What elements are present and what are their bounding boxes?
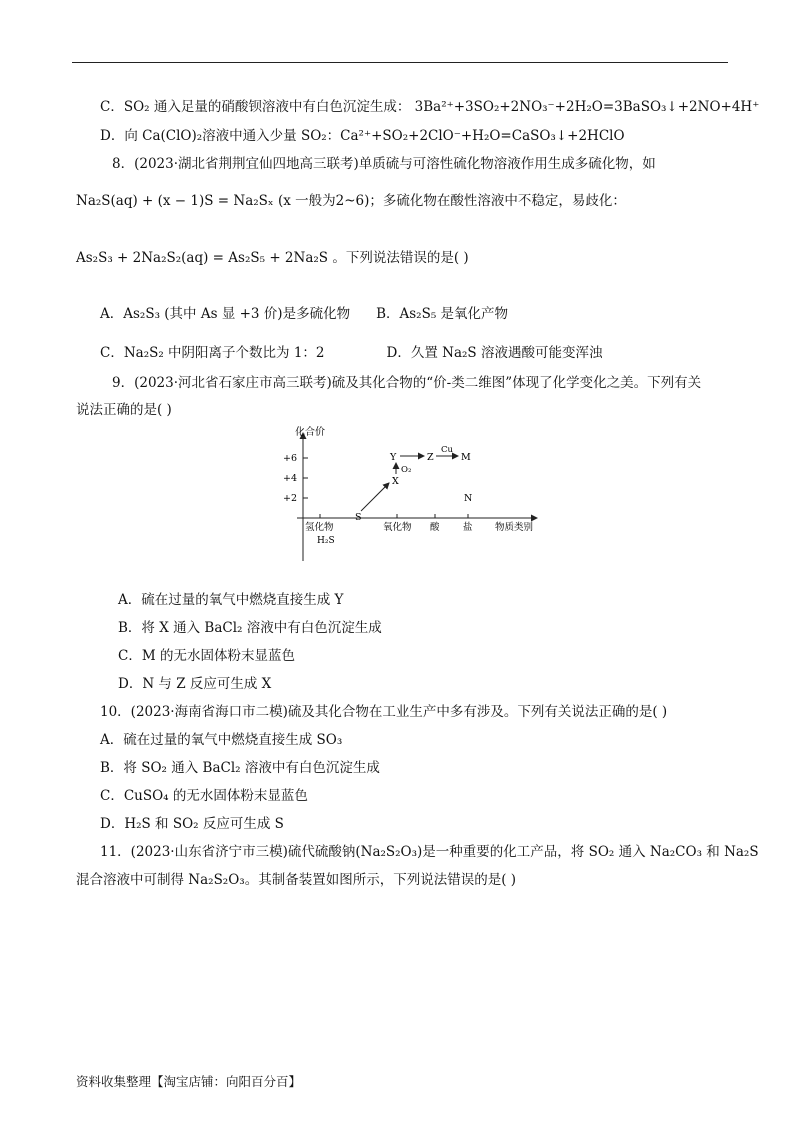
cu-label: Cu [441, 445, 453, 455]
question-9-stem-1: 9．(2023·河北省石家庄市高三联考)硫及其化合物的“价-类二维图”体现了化学变化之美。下列有关 [112, 375, 702, 391]
question-9-option-b: B．将 X 通入 BaCl₂ 溶液中有白色沉淀生成 [118, 620, 382, 636]
question-8-equation-1: Na₂S(aq) + (x − 1)S = Na₂Sₓ (x 一般为2~6)；多硫化物在酸性溶液中不稳定，易歧化： [76, 193, 626, 209]
question-8-option-d: D．久置 Na₂S 溶液遇酸可能变浑浊 [386, 345, 603, 361]
y-tick-plus4: +4 [283, 473, 298, 484]
question-8-stem: 8．(2023·湖北省荆荆宜仙四地高三联考)单质硫与可溶性硫化物溶液作用生成多硫化物，如 [112, 156, 656, 172]
question-9-option-d: D．N 与 Z 反应可生成 X [118, 676, 272, 692]
question-8-options-cd [100, 344, 602, 362]
question-9-stem-2: 说法正确的是( ) [76, 402, 172, 418]
x-category-salt: 盐 [463, 522, 473, 533]
x-category-hydride: 氢化物 [305, 522, 334, 533]
y-tick-plus6: +6 [283, 453, 298, 464]
x-axis-label: 物质类别 [495, 522, 534, 533]
question-10-option-b: B．将 SO₂ 通入 BaCl₂ 溶液中有白色沉淀生成 [100, 760, 380, 776]
y-axis-label: 化合价 [295, 427, 325, 438]
question-8-option-a: A．As₂S₃ (其中 As 显 +3 价)是多硫化物 [100, 306, 351, 322]
question-10-option-d: D．H₂S 和 SO₂ 反应可生成 S [100, 816, 284, 832]
node-y: Y [390, 452, 397, 463]
question-10-option-c: C．CuSO₄ 的无水固体粉末显蓝色 [100, 788, 308, 804]
option-c-so2-barium-nitrate: C．SO₂ 通入足量的硝酸钡溶液中有白色沉淀生成： 3Ba²⁺+3SO₂+2NO₃⁻+2H₂O=3BaSO₃↓+2NO+4H⁺ [100, 99, 760, 115]
node-z: Z [427, 452, 434, 463]
node-s: S [355, 512, 362, 523]
x-category-acid: 酸 [430, 522, 440, 533]
question-11-stem-1: 11．(2023·山东省济宁市三模)硫代硫酸钠(Na₂S₂O₃)是一种重要的化工产品，将 SO₂ 通入 Na₂CO₃ 和 Na₂S [100, 844, 759, 860]
page-footer: 资料收集整理【淘宝店铺：向阳百分百】 [76, 1074, 302, 1089]
valence-class-diagram [275, 423, 545, 565]
node-x: X [392, 476, 399, 487]
node-n: N [464, 493, 473, 504]
option-d-calcium-hypochlorite: D．向 Ca(ClO)₂溶液中通入少量 SO₂：Ca²⁺+SO₂+2ClO⁻+H₂O=CaSO₃↓+2HClO [100, 128, 625, 144]
question-11-stem-2: 混合溶液中可制得 Na₂S₂O₃。其制备装置如图所示，下列说法错误的是( ) [76, 872, 517, 888]
question-8-option-c: C．Na₂S₂ 中阴阳离子个数比为 1：2 [100, 345, 325, 361]
o2-label: O₂ [401, 465, 412, 475]
question-9-option-a: A．硫在过量的氧气中燃烧直接生成 Y [118, 592, 344, 608]
x-category-oxide: 氧化物 [383, 522, 412, 533]
node-m: M [461, 452, 471, 463]
question-10-option-a: A．硫在过量的氧气中燃烧直接生成 SO₃ [100, 732, 343, 748]
question-9-option-c: C．M 的无水固体粉末显蓝色 [118, 648, 295, 664]
question-8-option-b: B．As₂S₅ 是氧化产物 [376, 306, 509, 322]
question-8-equation-2: As₂S₃ + 2Na₂S₂(aq) = As₂S₅ + 2Na₂S 。下列说法错误的是( ) [76, 250, 469, 266]
hydride-species-h2s: H₂S [317, 536, 335, 546]
question-8-options-ab [100, 305, 508, 323]
arrow-s-to-x [361, 483, 389, 511]
y-tick-plus2: +2 [283, 493, 298, 504]
header-rule [72, 62, 728, 63]
question-10-stem: 10．(2023·海南省海口市二模)硫及其化合物在工业生产中多有涉及。下列有关说法正确的是( ) [100, 704, 668, 720]
